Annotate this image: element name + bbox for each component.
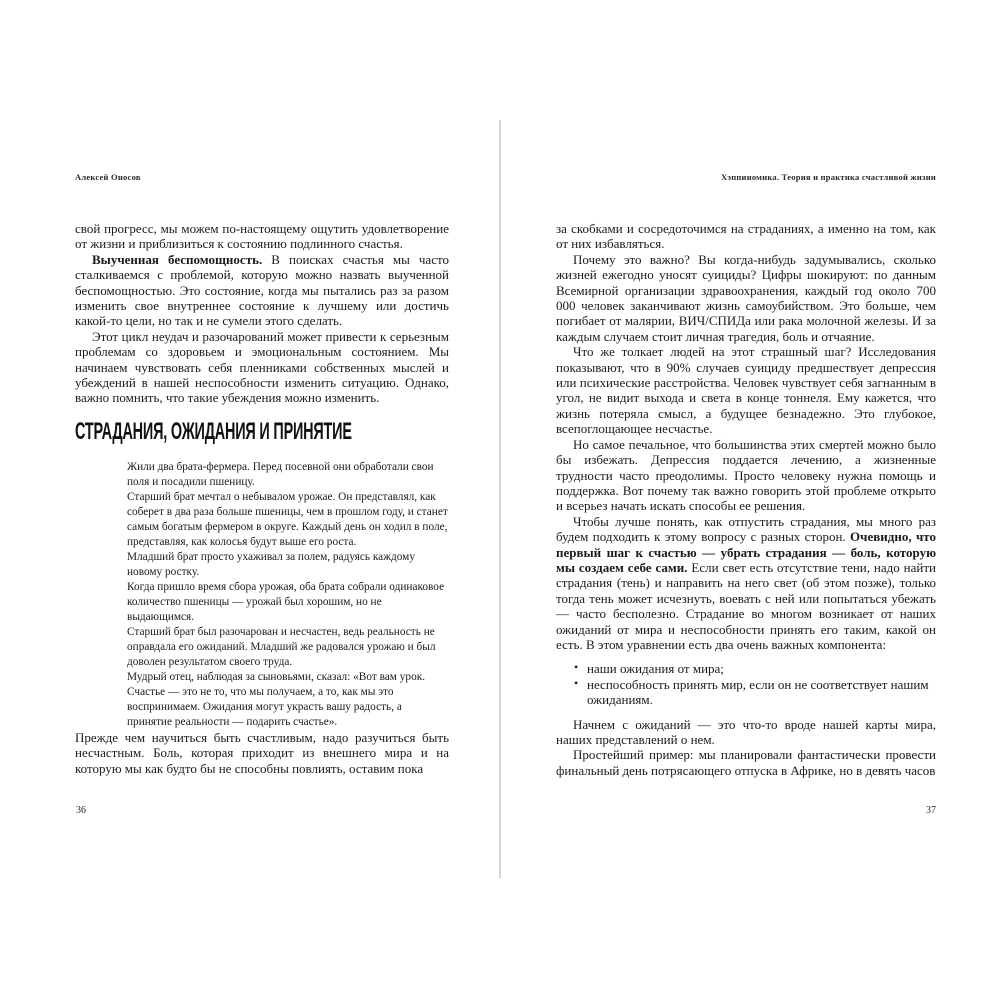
body-paragraph [556,514,936,653]
left-page [75,172,449,776]
right-page-body [556,221,936,778]
body-paragraph: Но самое печальное, что большинства этих смертей можно было бы избежать. Депрессия поддается лечению, а жизненные трудности часто преодолимы. Просто человеку нужна помощь и поддержка. Вот почему так важно говорить этой проблеме открыто и всерьез начать искать способы ее решения. [556,436,936,514]
quote-paragraph: Когда пришло время сбора урожая, оба брата собрали одинаковое количество пшеницы — урожай был хорошим, но не выдающимся. [127,580,445,623]
running-head-author: Алексей Оносов [75,172,141,182]
quote-paragraph: Мудрый отец, наблюдая за сыновьями, сказал: «Вот вам урок. Счастье — это не то, что мы получаем, а то, как мы это воспринимаем. Ожидания могут украсть вашу радость, а принятие реальности — подарить счастье». [127,670,426,728]
page-gutter-divider [499,120,501,878]
body-paragraph: Этот цикл неудач и разочарований может привести к серьезным проблемам со здоровьем и эмоциональным состоянием. Мы начинаем чувствовать себя пленниками собственных мыслей и убеждений в нашей неспособности изменить ситуацию. Однако, важно помнить, что такие убеждения можно изменить. [75,328,449,406]
body-paragraph: Почему это важно? Вы когда-нибудь задумывались, сколько жизней ежегодно уносят суициды? Цифры шокируют: по данным Всемирной организации здравоохранения, каждый год около 700 000 человек заканчивают жизнь самоубийством. Это больше, чем погибает от малярии, ВИЧ/СПИДа или рака молочной железы. И за каждым случаем стоит личная трагедия, боль и отчаяние. [556,251,936,344]
paragraph-text: В поисках счастья мы часто сталкиваемся с проблемой, которую можно назвать выученной беспомощностью. Это состояние, когда мы пытались раз за разом изменить свое внутреннее состояние к лучшему или достичь какой-то цели, но так и не сумели этого сделать. [75,251,449,329]
quote-paragraph: Старший брат был разочарован и несчастен, ведь реальность не оправдала его ожиданий. Младший же радовался урожаю и был доволен результатом своего труда. [127,625,436,668]
block-quote-fable [127,460,449,730]
body-paragraph [75,252,449,329]
body-paragraph: Простейший пример: мы планировали фантастически провести финальный день потрясающего отпуска в Африке, но в девять часов [556,747,936,778]
left-page-body [75,221,449,776]
bullet-item: • наши ожидания от мира; [574,661,936,676]
page-number-left: 36 [76,805,86,816]
quote-paragraph: Жили два брата-фермера. Перед посевной они обработали свои поля и посадили пшеницу. [127,460,434,488]
body-paragraph: Прежде чем научиться быть счастливым, надо разучиться быть несчастным. Боль, которая приходит из внешнего мира и на которую мы как будто бы не способны повлиять, оставим пока [75,729,449,776]
paragraph-text: Если свет есть отсутствие тени, надо найти страдания (тень) и направить на него свет (об этом позже), только тогда тень может исчезнуть, воевать с ней или попытаться убежать — часто бесполезно. Страдание во многом возникает от наших ожиданий от мира и неспособности принять его таким, какой он есть. В этом уравнении есть два очень важных компонента: [556,559,936,652]
bullet-item: • неспособность принять мир, если он не соответствует нашим ожиданиям. [574,677,936,708]
quote-paragraph: Старший брат мечтал о небывалом урожае. Он представлял, как соберет в два раза больше пшеницы, чем в прошлом году, и станет самым богатым фермером в округе. Каждый день он ходил в поле, представляя, как колосья будут выше его роста. [127,490,448,548]
bullet-list [556,661,936,707]
page-number-right: 37 [926,805,936,816]
quote-paragraph: Младший брат просто ухаживал за полем, радуясь каждому новому ростку. [127,550,415,578]
body-paragraph: за скобками и сосредоточимся на страданиях, а именно на том, как от них избавляться. [556,221,936,252]
body-paragraph: Начнем с ожиданий — это что-то вроде нашей карты мира, наших представлений о нем. [556,716,936,747]
paragraph-lead-bold: Выученная беспомощность. [92,251,263,267]
running-head-book-title: Хэппиномика. Теория и практика счастливой жизни [720,172,936,182]
paragraph-emphasis-bold: Очевидно, что первый шаг к счастью — убрать страдания — боль, которую мы создаем себе сами. [556,529,936,575]
section-heading: СТРАДАНИЯ, ОЖИДАНИЯ И ПРИНЯТИЕ [75,417,352,445]
right-page [556,172,936,778]
paragraph-text: Чтобы лучше понять, как отпустить страдания, мы много раз будем подходить к этому вопросу с разных сторон. [556,513,936,545]
body-paragraph: Что же толкает людей на этот страшный шаг? Исследования показывают, что в 90% случаев суициду предшествует депрессия или психические расстройства. Человек чувствует себя загнанным в угол, не видит выхода и света в конце тоннеля. Ему кажется, что жизнь потеряла смысл, а будущее безнадежно. Это глубокое, всепоглощающее несчастье. [556,344,936,437]
body-paragraph: свой прогресс, мы можем по-настоящему ощутить удовлетворение от жизни и приблизиться к состоянию подлинного счастья. [75,221,449,252]
